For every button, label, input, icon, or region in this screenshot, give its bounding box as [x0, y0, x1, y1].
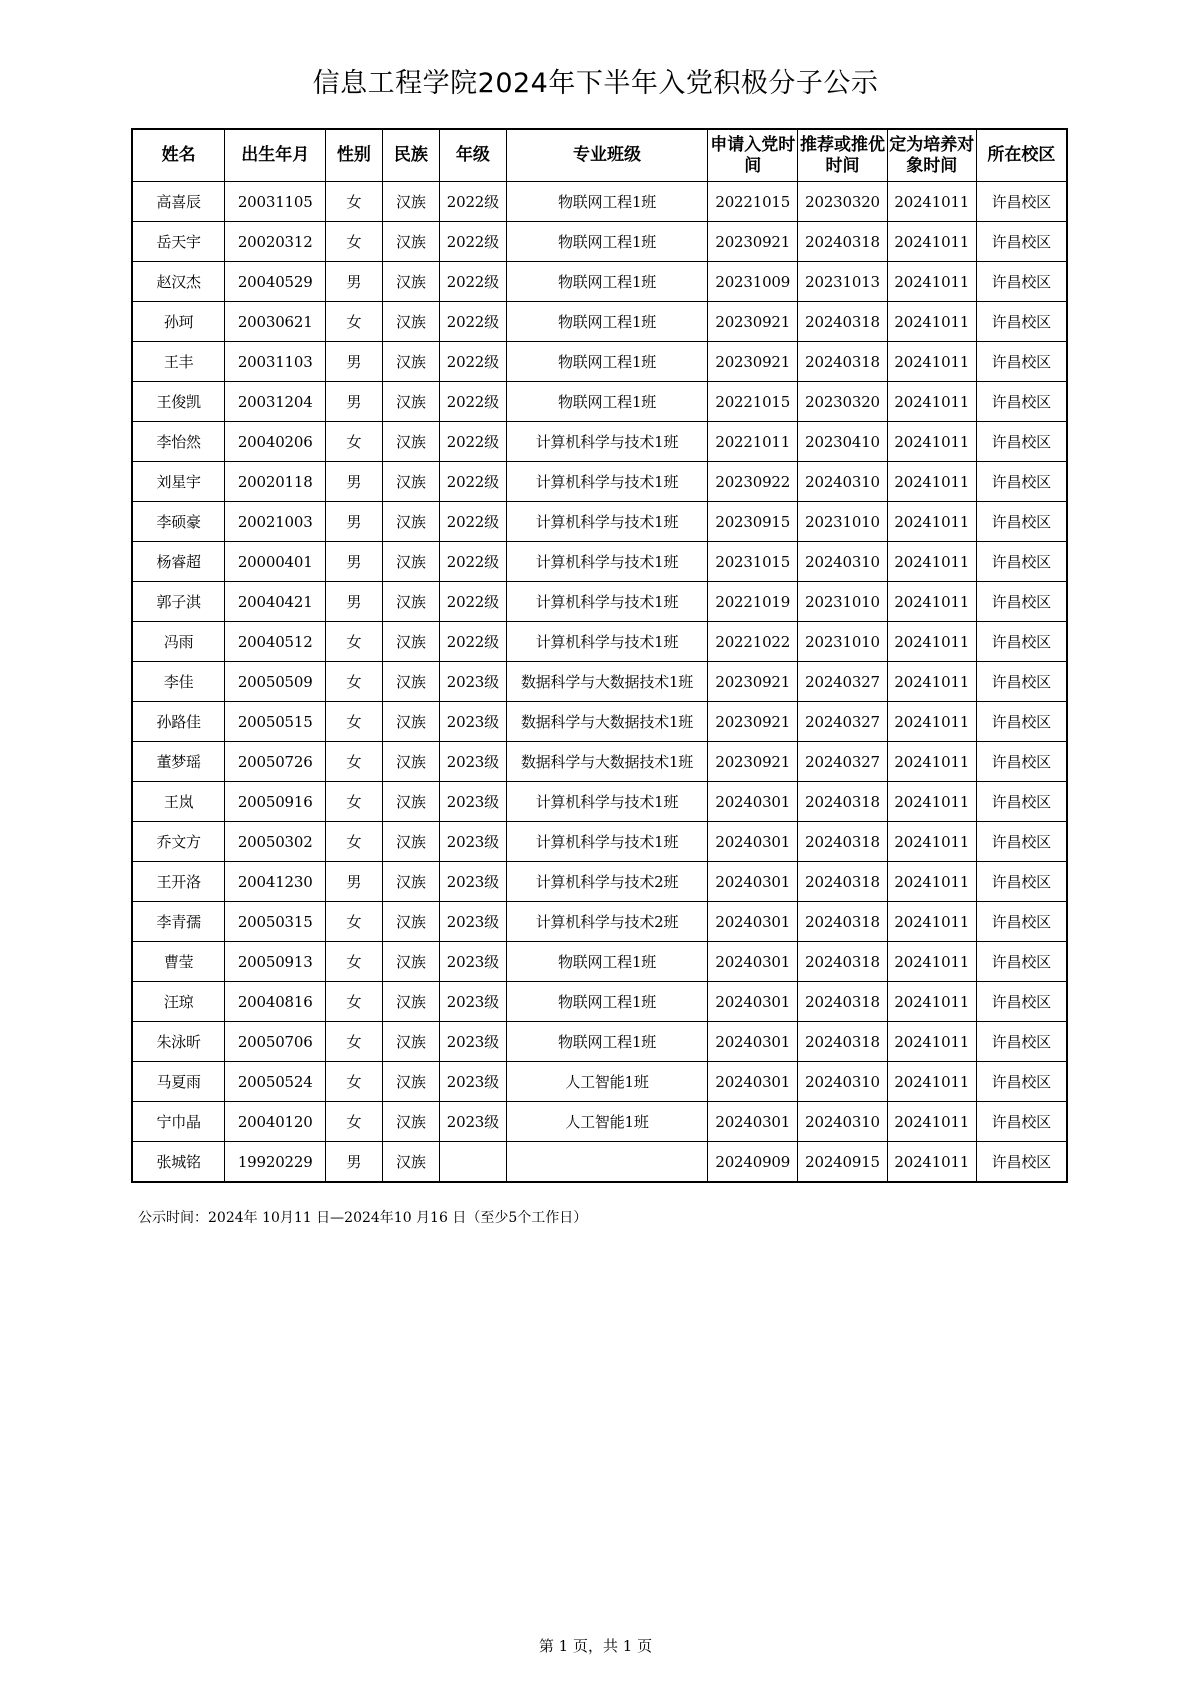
cell-recommend-date: 20240915	[798, 1142, 888, 1183]
table-row	[132, 262, 1067, 302]
cell-name: 乔文方	[132, 822, 225, 862]
cell-recommend-date: 20230410	[798, 422, 888, 462]
table-row	[132, 1142, 1067, 1183]
cell-gender: 男	[326, 342, 382, 382]
table-row	[132, 302, 1067, 342]
cell-apply-date: 20221019	[708, 582, 798, 622]
cell-gender: 女	[326, 982, 382, 1022]
cell-major-class: 物联网工程1班	[506, 222, 708, 262]
cell-major-class: 数据科学与大数据技术1班	[506, 702, 708, 742]
header-gender: 性别	[326, 129, 382, 182]
cell-name: 曹莹	[132, 942, 225, 982]
table-row	[132, 622, 1067, 662]
cell-major-class: 物联网工程1班	[506, 182, 708, 222]
cell-major-class: 计算机科学与技术1班	[506, 502, 708, 542]
cell-gender: 女	[326, 782, 382, 822]
cell-birth: 20050913	[225, 942, 326, 982]
cell-training-date: 20241011	[887, 822, 976, 862]
cell-recommend-date: 20240310	[798, 542, 888, 582]
cell-gender: 女	[326, 662, 382, 702]
cell-recommend-date: 20240318	[798, 902, 888, 942]
header-training-date: 定为培养对象时间	[887, 129, 976, 182]
cell-apply-date: 20231015	[708, 542, 798, 582]
cell-gender: 女	[326, 622, 382, 662]
cell-apply-date: 20230921	[708, 342, 798, 382]
cell-recommend-date: 20240310	[798, 1062, 888, 1102]
cell-campus: 许昌校区	[976, 342, 1067, 382]
cell-recommend-date: 20231010	[798, 582, 888, 622]
cell-birth: 20031105	[225, 182, 326, 222]
cell-name: 孙路佳	[132, 702, 225, 742]
header-name: 姓名	[132, 129, 225, 182]
cell-training-date: 20241011	[887, 942, 976, 982]
cell-grade: 2023级	[440, 1102, 507, 1142]
cell-birth: 20050726	[225, 742, 326, 782]
cell-campus: 许昌校区	[976, 822, 1067, 862]
cell-training-date: 20241011	[887, 342, 976, 382]
cell-major-class: 计算机科学与技术1班	[506, 822, 708, 862]
cell-ethnicity: 汉族	[382, 222, 439, 262]
cell-gender: 女	[326, 942, 382, 982]
cell-name: 汪琼	[132, 982, 225, 1022]
cell-campus: 许昌校区	[976, 462, 1067, 502]
page-title: 信息工程学院2024年下半年入党积极分子公示	[312, 68, 879, 99]
cell-ethnicity: 汉族	[382, 902, 439, 942]
cell-ethnicity: 汉族	[382, 422, 439, 462]
cell-name: 董梦瑶	[132, 742, 225, 782]
table-row	[132, 982, 1067, 1022]
cell-apply-date: 20221015	[708, 182, 798, 222]
cell-gender: 男	[326, 542, 382, 582]
cell-birth: 19920229	[225, 1142, 326, 1183]
table-row	[132, 822, 1067, 862]
cell-grade	[440, 1142, 507, 1183]
cell-major-class: 计算机科学与技术2班	[506, 902, 708, 942]
cell-ethnicity: 汉族	[382, 1062, 439, 1102]
cell-grade: 2023级	[440, 702, 507, 742]
cell-ethnicity: 汉族	[382, 662, 439, 702]
cell-gender: 女	[326, 222, 382, 262]
cell-name: 马夏雨	[132, 1062, 225, 1102]
cell-apply-date: 20230921	[708, 742, 798, 782]
cell-recommend-date: 20240310	[798, 1102, 888, 1142]
cell-grade: 2022级	[440, 302, 507, 342]
cell-birth: 20021003	[225, 502, 326, 542]
cell-campus: 许昌校区	[976, 862, 1067, 902]
cell-major-class: 物联网工程1班	[506, 382, 708, 422]
cell-birth: 20040529	[225, 262, 326, 302]
cell-training-date: 20241011	[887, 1142, 976, 1183]
cell-recommend-date: 20240318	[798, 942, 888, 982]
cell-training-date: 20241011	[887, 502, 976, 542]
cell-ethnicity: 汉族	[382, 502, 439, 542]
cell-major-class: 人工智能1班	[506, 1062, 708, 1102]
cell-campus: 许昌校区	[976, 1022, 1067, 1062]
cell-name: 李硕豪	[132, 502, 225, 542]
cell-ethnicity: 汉族	[382, 982, 439, 1022]
cell-ethnicity: 汉族	[382, 1142, 439, 1183]
cell-recommend-date: 20240318	[798, 862, 888, 902]
header-birth: 出生年月	[225, 129, 326, 182]
cell-ethnicity: 汉族	[382, 182, 439, 222]
table-row	[132, 862, 1067, 902]
publicity-period-note: 公示时间：2024年 10月11 日—2024年10 月16 日（至少5个工作日）	[138, 1210, 588, 1226]
cell-grade: 2023级	[440, 942, 507, 982]
cell-birth: 20050515	[225, 702, 326, 742]
cell-campus: 许昌校区	[976, 1142, 1067, 1183]
cell-birth: 20031103	[225, 342, 326, 382]
table-row	[132, 222, 1067, 262]
cell-major-class	[506, 1142, 708, 1183]
cell-ethnicity: 汉族	[382, 462, 439, 502]
cell-birth: 20050706	[225, 1022, 326, 1062]
cell-major-class: 数据科学与大数据技术1班	[506, 742, 708, 782]
cell-major-class: 计算机科学与技术1班	[506, 542, 708, 582]
cell-recommend-date: 20240327	[798, 662, 888, 702]
table-row	[132, 582, 1067, 622]
table-row	[132, 902, 1067, 942]
cell-campus: 许昌校区	[976, 742, 1067, 782]
cell-birth: 20050315	[225, 902, 326, 942]
cell-recommend-date: 20231013	[798, 262, 888, 302]
table-row	[132, 1062, 1067, 1102]
cell-apply-date: 20230921	[708, 662, 798, 702]
cell-grade: 2022级	[440, 582, 507, 622]
cell-grade: 2022级	[440, 422, 507, 462]
cell-apply-date: 20230921	[708, 702, 798, 742]
cell-grade: 2022级	[440, 382, 507, 422]
cell-gender: 女	[326, 1062, 382, 1102]
cell-gender: 女	[326, 702, 382, 742]
cell-apply-date: 20221022	[708, 622, 798, 662]
cell-recommend-date: 20240310	[798, 462, 888, 502]
cell-grade: 2022级	[440, 182, 507, 222]
table-row	[132, 782, 1067, 822]
cell-ethnicity: 汉族	[382, 582, 439, 622]
cell-name: 张城铭	[132, 1142, 225, 1183]
cell-recommend-date: 20240327	[798, 702, 888, 742]
cell-campus: 许昌校区	[976, 622, 1067, 662]
cell-birth: 20020118	[225, 462, 326, 502]
cell-training-date: 20241011	[887, 302, 976, 342]
cell-campus: 许昌校区	[976, 1062, 1067, 1102]
page-footer: 第 1 页，共 1 页	[538, 1637, 653, 1655]
cell-grade: 2022级	[440, 262, 507, 302]
cell-ethnicity: 汉族	[382, 1022, 439, 1062]
cell-name: 刘星宇	[132, 462, 225, 502]
cell-birth: 20041230	[225, 862, 326, 902]
cell-name: 王岚	[132, 782, 225, 822]
cell-apply-date: 20240301	[708, 782, 798, 822]
cell-gender: 女	[326, 742, 382, 782]
cell-apply-date: 20240301	[708, 942, 798, 982]
cell-grade: 2022级	[440, 502, 507, 542]
cell-apply-date: 20231009	[708, 262, 798, 302]
cell-campus: 许昌校区	[976, 302, 1067, 342]
cell-birth: 20040206	[225, 422, 326, 462]
cell-grade: 2023级	[440, 1062, 507, 1102]
header-recommend-date: 推荐或推优时间	[798, 129, 888, 182]
cell-campus: 许昌校区	[976, 582, 1067, 622]
cell-birth: 20050302	[225, 822, 326, 862]
table-row	[132, 502, 1067, 542]
cell-birth: 20050509	[225, 662, 326, 702]
cell-birth: 20020312	[225, 222, 326, 262]
cell-grade: 2022级	[440, 342, 507, 382]
cell-apply-date: 20240909	[708, 1142, 798, 1183]
cell-grade: 2023级	[440, 742, 507, 782]
cell-birth: 20050916	[225, 782, 326, 822]
cell-apply-date: 20240301	[708, 982, 798, 1022]
cell-grade: 2023级	[440, 862, 507, 902]
cell-grade: 2023级	[440, 662, 507, 702]
cell-grade: 2022级	[440, 222, 507, 262]
cell-name: 朱泳昕	[132, 1022, 225, 1062]
cell-ethnicity: 汉族	[382, 542, 439, 582]
cell-grade: 2023级	[440, 1022, 507, 1062]
cell-training-date: 20241011	[887, 662, 976, 702]
cell-grade: 2022级	[440, 542, 507, 582]
table-row	[132, 1102, 1067, 1142]
cell-grade: 2022级	[440, 622, 507, 662]
table-header-row	[132, 129, 1067, 182]
cell-major-class: 物联网工程1班	[506, 302, 708, 342]
cell-name: 冯雨	[132, 622, 225, 662]
table-row	[132, 422, 1067, 462]
cell-ethnicity: 汉族	[382, 862, 439, 902]
cell-birth: 20030621	[225, 302, 326, 342]
cell-campus: 许昌校区	[976, 982, 1067, 1022]
cell-gender: 女	[326, 1022, 382, 1062]
cell-grade: 2023级	[440, 902, 507, 942]
cell-name: 赵汉杰	[132, 262, 225, 302]
cell-apply-date: 20240301	[708, 822, 798, 862]
cell-campus: 许昌校区	[976, 222, 1067, 262]
cell-campus: 许昌校区	[976, 942, 1067, 982]
cell-name: 李怡然	[132, 422, 225, 462]
cell-birth: 20040816	[225, 982, 326, 1022]
cell-training-date: 20241011	[887, 702, 976, 742]
cell-ethnicity: 汉族	[382, 302, 439, 342]
cell-apply-date: 20230922	[708, 462, 798, 502]
cell-ethnicity: 汉族	[382, 262, 439, 302]
cell-training-date: 20241011	[887, 742, 976, 782]
cell-apply-date: 20240301	[708, 862, 798, 902]
cell-apply-date: 20230915	[708, 502, 798, 542]
cell-campus: 许昌校区	[976, 1102, 1067, 1142]
cell-major-class: 物联网工程1班	[506, 1022, 708, 1062]
cell-major-class: 计算机科学与技术2班	[506, 862, 708, 902]
cell-recommend-date: 20231010	[798, 622, 888, 662]
cell-grade: 2022级	[440, 462, 507, 502]
cell-major-class: 计算机科学与技术1班	[506, 622, 708, 662]
cell-gender: 男	[326, 862, 382, 902]
cell-name: 王俊凯	[132, 382, 225, 422]
cell-birth: 20031204	[225, 382, 326, 422]
cell-training-date: 20241011	[887, 1102, 976, 1142]
cell-recommend-date: 20240318	[798, 1022, 888, 1062]
cell-training-date: 20241011	[887, 1022, 976, 1062]
cell-major-class: 计算机科学与技术1班	[506, 462, 708, 502]
cell-name: 王开洛	[132, 862, 225, 902]
cell-recommend-date: 20230320	[798, 182, 888, 222]
cell-training-date: 20241011	[887, 1062, 976, 1102]
cell-name: 宁巾晶	[132, 1102, 225, 1142]
cell-ethnicity: 汉族	[382, 742, 439, 782]
cell-recommend-date: 20240318	[798, 302, 888, 342]
cell-campus: 许昌校区	[976, 382, 1067, 422]
cell-recommend-date: 20230320	[798, 382, 888, 422]
cell-ethnicity: 汉族	[382, 1102, 439, 1142]
cell-gender: 男	[326, 502, 382, 542]
cell-name: 李青孺	[132, 902, 225, 942]
cell-recommend-date: 20240318	[798, 342, 888, 382]
header-ethnicity: 民族	[382, 129, 439, 182]
table-row	[132, 382, 1067, 422]
cell-campus: 许昌校区	[976, 542, 1067, 582]
table-row	[132, 942, 1067, 982]
cell-name: 孙珂	[132, 302, 225, 342]
cell-major-class: 人工智能1班	[506, 1102, 708, 1142]
table-row	[132, 542, 1067, 582]
cell-gender: 女	[326, 902, 382, 942]
cell-major-class: 物联网工程1班	[506, 262, 708, 302]
cell-training-date: 20241011	[887, 222, 976, 262]
cell-training-date: 20241011	[887, 862, 976, 902]
cell-gender: 男	[326, 462, 382, 502]
cell-campus: 许昌校区	[976, 422, 1067, 462]
cell-recommend-date: 20240318	[798, 782, 888, 822]
cell-apply-date: 20230921	[708, 222, 798, 262]
table-row	[132, 342, 1067, 382]
cell-gender: 女	[326, 182, 382, 222]
cell-training-date: 20241011	[887, 582, 976, 622]
cell-name: 高喜辰	[132, 182, 225, 222]
cell-gender: 男	[326, 382, 382, 422]
cell-birth: 20040512	[225, 622, 326, 662]
cell-recommend-date: 20231010	[798, 502, 888, 542]
cell-ethnicity: 汉族	[382, 822, 439, 862]
cell-apply-date: 20240301	[708, 902, 798, 942]
table-row	[132, 1022, 1067, 1062]
cell-ethnicity: 汉族	[382, 782, 439, 822]
cell-gender: 女	[326, 422, 382, 462]
cell-birth: 20050524	[225, 1062, 326, 1102]
cell-apply-date: 20240301	[708, 1062, 798, 1102]
cell-name: 岳天宇	[132, 222, 225, 262]
cell-ethnicity: 汉族	[382, 702, 439, 742]
cell-birth: 20000401	[225, 542, 326, 582]
cell-gender: 女	[326, 1102, 382, 1142]
table-row	[132, 662, 1067, 702]
cell-training-date: 20241011	[887, 182, 976, 222]
activist-table	[131, 128, 1068, 1183]
cell-apply-date: 20240301	[708, 1102, 798, 1142]
cell-ethnicity: 汉族	[382, 342, 439, 382]
cell-campus: 许昌校区	[976, 702, 1067, 742]
cell-campus: 许昌校区	[976, 262, 1067, 302]
cell-grade: 2023级	[440, 982, 507, 1022]
cell-ethnicity: 汉族	[382, 382, 439, 422]
cell-gender: 女	[326, 302, 382, 342]
cell-major-class: 物联网工程1班	[506, 342, 708, 382]
cell-birth: 20040421	[225, 582, 326, 622]
header-campus: 所在校区	[976, 129, 1067, 182]
table-row	[132, 702, 1067, 742]
cell-major-class: 计算机科学与技术1班	[506, 582, 708, 622]
cell-name: 李佳	[132, 662, 225, 702]
cell-apply-date: 20240301	[708, 1022, 798, 1062]
cell-campus: 许昌校区	[976, 182, 1067, 222]
cell-recommend-date: 20240318	[798, 982, 888, 1022]
cell-recommend-date: 20240318	[798, 222, 888, 262]
cell-major-class: 计算机科学与技术1班	[506, 782, 708, 822]
cell-recommend-date: 20240318	[798, 822, 888, 862]
cell-campus: 许昌校区	[976, 902, 1067, 942]
header-grade: 年级	[440, 129, 507, 182]
cell-training-date: 20241011	[887, 542, 976, 582]
cell-apply-date: 20221011	[708, 422, 798, 462]
cell-training-date: 20241011	[887, 462, 976, 502]
cell-major-class: 计算机科学与技术1班	[506, 422, 708, 462]
cell-gender: 男	[326, 1142, 382, 1183]
cell-ethnicity: 汉族	[382, 622, 439, 662]
cell-name: 杨睿超	[132, 542, 225, 582]
cell-training-date: 20241011	[887, 382, 976, 422]
cell-training-date: 20241011	[887, 782, 976, 822]
cell-campus: 许昌校区	[976, 782, 1067, 822]
cell-campus: 许昌校区	[976, 662, 1067, 702]
cell-gender: 女	[326, 822, 382, 862]
cell-training-date: 20241011	[887, 262, 976, 302]
cell-training-date: 20241011	[887, 622, 976, 662]
cell-name: 郭子淇	[132, 582, 225, 622]
cell-training-date: 20241011	[887, 422, 976, 462]
cell-training-date: 20241011	[887, 982, 976, 1022]
cell-name: 王丰	[132, 342, 225, 382]
table-row	[132, 742, 1067, 782]
cell-gender: 男	[326, 582, 382, 622]
table-row	[132, 182, 1067, 222]
cell-major-class: 物联网工程1班	[506, 942, 708, 982]
cell-ethnicity: 汉族	[382, 942, 439, 982]
cell-apply-date: 20221015	[708, 382, 798, 422]
cell-major-class: 物联网工程1班	[506, 982, 708, 1022]
cell-grade: 2023级	[440, 822, 507, 862]
cell-major-class: 数据科学与大数据技术1班	[506, 662, 708, 702]
cell-apply-date: 20230921	[708, 302, 798, 342]
header-major-class: 专业班级	[506, 129, 708, 182]
cell-training-date: 20241011	[887, 902, 976, 942]
header-apply-date: 申请入党时间	[708, 129, 798, 182]
cell-birth: 20040120	[225, 1102, 326, 1142]
cell-gender: 男	[326, 262, 382, 302]
cell-campus: 许昌校区	[976, 502, 1067, 542]
cell-recommend-date: 20240327	[798, 742, 888, 782]
cell-grade: 2023级	[440, 782, 507, 822]
table-row	[132, 462, 1067, 502]
